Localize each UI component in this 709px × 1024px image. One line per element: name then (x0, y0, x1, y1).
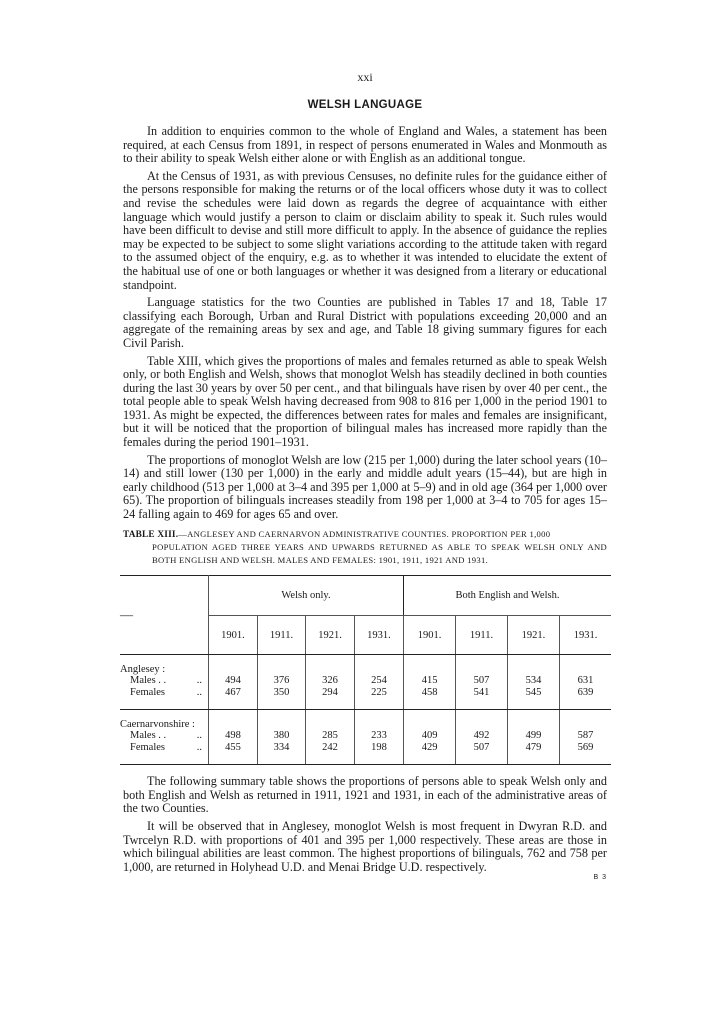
row-label: Females .. (120, 687, 209, 710)
year-header: 1921. (507, 616, 559, 655)
table-cell: 639 (560, 687, 611, 710)
table-cell: 631 (577, 675, 594, 687)
paragraph-summary-table: The following summary table shows the proportions of persons able to speak Welsh only and both English and Welsh as returned in 1911, 1921 and 1931, in each of the administrative areas of the two Counties. (123, 774, 607, 816)
table-cell: 507 (456, 675, 508, 687)
table-cell: 233 (355, 730, 404, 742)
county-name-caernarvonshire: Caernarvonshire : (120, 710, 209, 731)
table-caption-lead: TABLE XIII. (123, 529, 179, 540)
table-cell: 380 (257, 730, 305, 742)
document-page (120, 70, 607, 888)
section-heading: WELSH LANGUAGE (307, 99, 423, 111)
county-name-anglesey: Anglesey : (120, 655, 209, 676)
row-label: Females .. (120, 742, 209, 765)
table-cell: 376 (257, 675, 305, 687)
row-label: Males . . .. (120, 675, 209, 687)
table-cell: 294 (306, 687, 355, 710)
table-cell: 455 (209, 742, 258, 765)
paragraph-monoglot-proportions: The proportions of monoglot Welsh are low (215 per 1,000) during the later school years (10–14) and still lower (130 per 1,000) in the early and middle adult years (15–44), but are high in early childhood (513 per 1,000 at 3–4 and 395 per 1,000 at 5–9) and in old age (364 per 1,000 over 65). The proportion of bilinguals increases steadily from 198 per 1,000 at 3–4 to 705 for ages 15–24 falling again to 469 for ages 65 and over. (123, 452, 607, 522)
paragraph-anglesey-observations: It will be observed that in Anglesey, monoglot Welsh is most frequent in Dwyran R.D. and Twrcelyn R.D. with proportions of 401 and 395 per 1,000 respectively. These areas are those in which bilingual abilities are least common. The highest proportions of bilinguals, 762 and 758 per 1,000, are returned in Holyhead U.D. and Menai Bridge U.D. respectively. (123, 818, 607, 874)
table-cell: 545 (507, 687, 559, 710)
proportions-table (120, 575, 611, 765)
table-cell: 499 (507, 730, 559, 742)
year-header: 1931. (355, 616, 404, 655)
paragraph-language-statistics: Language statistics for the two Counties are published in Tables 17 and 18, Table 17 classifying each Borough, Urban and Rural District with populations exceeding 20,000 and an aggregate of the remaining areas by sex and age, and Table 18 giving summary figures for each Civil Parish. (123, 295, 607, 350)
table-cell: 429 (403, 742, 455, 765)
table-cell: 541 (456, 687, 508, 710)
paragraph-table-xiii: Table XIII, which gives the proportions of males and females returned as able to speak Welsh only, or both English and Welsh, shows that monoglot Welsh has steadily declined in both counties during the last 30 years by over 50 per cent., and that bilinguals have risen by over 40 per cent., the total people able to speak Welsh having decreased from 908 to 816 per 1,000 in the period 1901 to 1931. As might be expected, the differences between rates for males and females are insignificant, but it will be noticed that the proportion of bilingual males has increased more rapidly than the females during the period 1901–1931. (123, 353, 607, 450)
table-cell: 334 (257, 742, 305, 765)
table-cell: 242 (306, 742, 355, 765)
table-cell: 198 (355, 742, 404, 765)
table-caption-line2: POPULATION AGED THREE YEARS AND UPWARDS RETURNED AS ABLE TO SPEAK WELSH ONLY AND BOTH ENGLISH AND WELSH. MALES AND FEMALES: 1901, 1911, 1921 AND 1931. (152, 542, 607, 565)
table-cell: 326 (306, 675, 355, 687)
table-cell: 479 (507, 742, 559, 765)
paragraph-census-1931: At the Census of 1931, as with previous Censuses, no definite rules for the guidance either of the persons responsible for making the returns or of the local officers whose duty it was to collect and revise the schedules were laid down as regards the degree of acquaintance with either language which would justify a person to claim or disclaim ability to speak it. Such rules would have been difficult to devise and still more difficult to apply. In the absence of guidance the replies may be expected to be subject to some slight variations according to the attitude taken with regard to the assumed object of the enquiry, e.g. as to whether it was intended to elucidate the extent of the habitual use of one or both languages or whether it was designed from a literary or educational standpoint. (123, 168, 607, 292)
table-cell: 498 (209, 730, 258, 742)
table-cell: 492 (456, 730, 508, 742)
table-cell: 254 (355, 675, 404, 687)
group-header-both: Both English and Welsh. (403, 576, 611, 616)
page-number: xxi (357, 70, 373, 84)
paragraph-intro: In addition to enquiries common to the whole of England and Wales, a statement has been required, at each Census from 1891, in respect of persons enumerated in Wales and Monmouth as to their ability to speak Welsh either alone or with English as an additional tongue. (123, 124, 607, 166)
year-header: 1921. (306, 616, 355, 655)
printer-signature: B 3 (593, 874, 607, 882)
table-cell: 507 (456, 742, 508, 765)
table-cell: 350 (257, 687, 305, 710)
year-header: 1901. (403, 616, 455, 655)
table-cell: 587 (577, 730, 594, 742)
row-label: Males . . .. (120, 730, 209, 742)
table-cell: 458 (403, 687, 455, 710)
year-header: 1911. (456, 616, 508, 655)
table-cell: 409 (403, 730, 455, 742)
year-header: 1911. (257, 616, 305, 655)
table-cell: 569 (560, 742, 611, 765)
table-caption-line1: —ANGLESEY AND CAERNARVON ADMINISTRATIVE COUNTIES. PROPORTION PER 1,000 (178, 528, 551, 539)
year-header: 1901. (209, 616, 258, 655)
table-cell: 415 (403, 675, 455, 687)
table-cell: 467 (209, 687, 258, 710)
table-cell: 285 (306, 730, 355, 742)
group-header-welsh-only: Welsh only. (209, 576, 404, 616)
year-header: 1931. (560, 616, 611, 655)
table-cell: 494 (209, 675, 258, 687)
table-caption (123, 528, 607, 567)
table-cell: 225 (355, 687, 404, 710)
stub-header: — (120, 576, 209, 655)
table-cell: 534 (507, 675, 559, 687)
